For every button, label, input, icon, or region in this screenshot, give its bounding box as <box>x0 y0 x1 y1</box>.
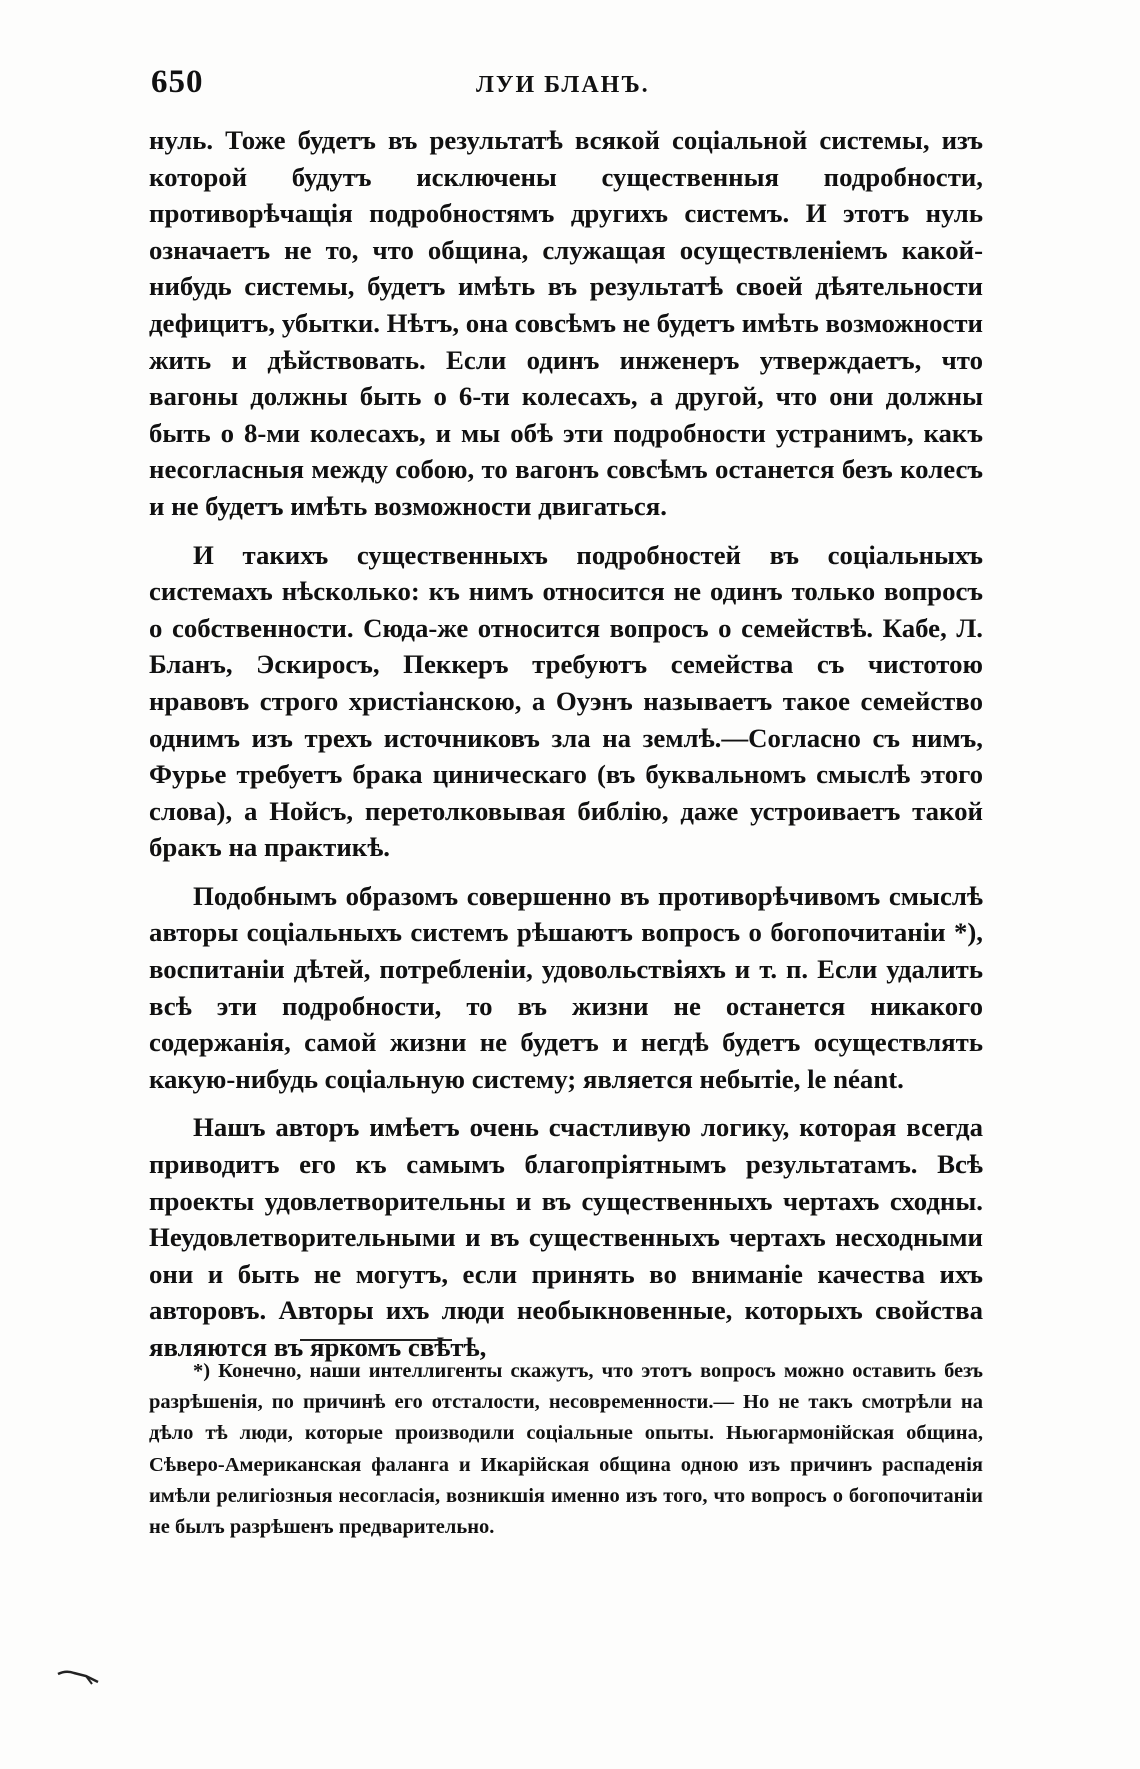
footnote: *) Конечно, наши интеллигенты скажутъ, что этотъ вопросъ можно оставить безъ разрѣшенія, по причинѣ его отсталости, несовременности.— Но не такъ смотрѣли на дѣло тѣ люди, которые производили соціальные опыты. Ньюгармонійская община, Сѣверо-Американская фаланга и Икарійская община одною изъ причинъ распаденія имѣли религіозныя несогласія, возникшія именно изъ того, что вопросъ о богопочитаніи не былъ разрѣшенъ предварительно. <box>149 1360 983 1539</box>
running-title: ЛУИ БЛАНЪ. <box>476 72 650 98</box>
paragraph-2: И такихъ существенныхъ подробностей въ соціальныхъ системахъ нѣсколько: къ нимъ относится не одинъ только вопросъ о собственности. Сюда-же относится вопросъ о семействѣ. Кабе, Л. Бланъ, Эскиросъ, Пеккеръ требуютъ семейства съ чистотою нравовъ строго христіанскою, а Оуэнъ называетъ такое семейство однимъ изъ трехъ источниковъ зла на землѣ.—Согласно съ нимъ, Фурье требуетъ брака циническаго (въ буквальномъ смыслѣ этого слова), а Нойсъ, перетолковывая библію, даже устроиваетъ такой бракъ на практикѣ. <box>149 539 983 863</box>
paragraph-4: Нашъ авторъ имѣетъ очень счастливую логику, которая всегда приводитъ его къ самымъ благопріятнымъ результатамъ. Всѣ проекты удовлетворительны и въ существенныхъ чертахъ сходны. Неудовлетворительными и въ существенныхъ чертахъ несходными они и быть не могутъ, если принять во вниманіе качества ихъ авторовъ. Авторы ихъ люди необыкновенные, которыхъ свойства являются въ яркомъ свѣтѣ, <box>149 1112 983 1362</box>
page-header <box>151 64 981 104</box>
main-text <box>149 122 983 1378</box>
scan-artifact-icon <box>56 1662 100 1686</box>
paragraph-3: Подобнымъ образомъ совершенно въ противорѣчивомъ смыслѣ авторы соціальныхъ системъ рѣшаютъ вопросъ о богопочитаніи *), воспитаніи дѣтей, потребленіи, удовольствіяхъ и т. п. Если удалить всѣ эти подробности, то въ жизни не останется никакого содержанія, самой жизни не будетъ и негдѣ будетъ осуществлять какую-нибудь соціальную систему; является небытіе, le néant. <box>149 880 983 1094</box>
footnote-divider <box>300 1339 452 1341</box>
paragraph-1: нуль. Тоже будетъ въ результатѣ всякой соціальной системы, изъ которой будутъ исключены существенныя подробности, противорѣчащія подробностямъ другихъ системъ. И этотъ нуль означаетъ не то, что община, служащая осуществленіемъ какой-нибудь системы, будетъ имѣть въ результатѣ своей дѣятельности дефицитъ, убытки. Нѣтъ, она совсѣмъ не будетъ имѣть возможности жить и дѣйствовать. Если одинъ инженеръ утверждаетъ, что вагоны должны быть о 6-ти колесахъ, а другой, что они должны быть о 8-ми колесахъ, и мы обѣ эти подробности устранимъ, какъ несогласныя между собою, то вагонъ совсѣмъ останется безъ колесъ и не будетъ имѣть возможности двигаться. <box>149 125 983 521</box>
page-number: 650 <box>151 64 204 100</box>
